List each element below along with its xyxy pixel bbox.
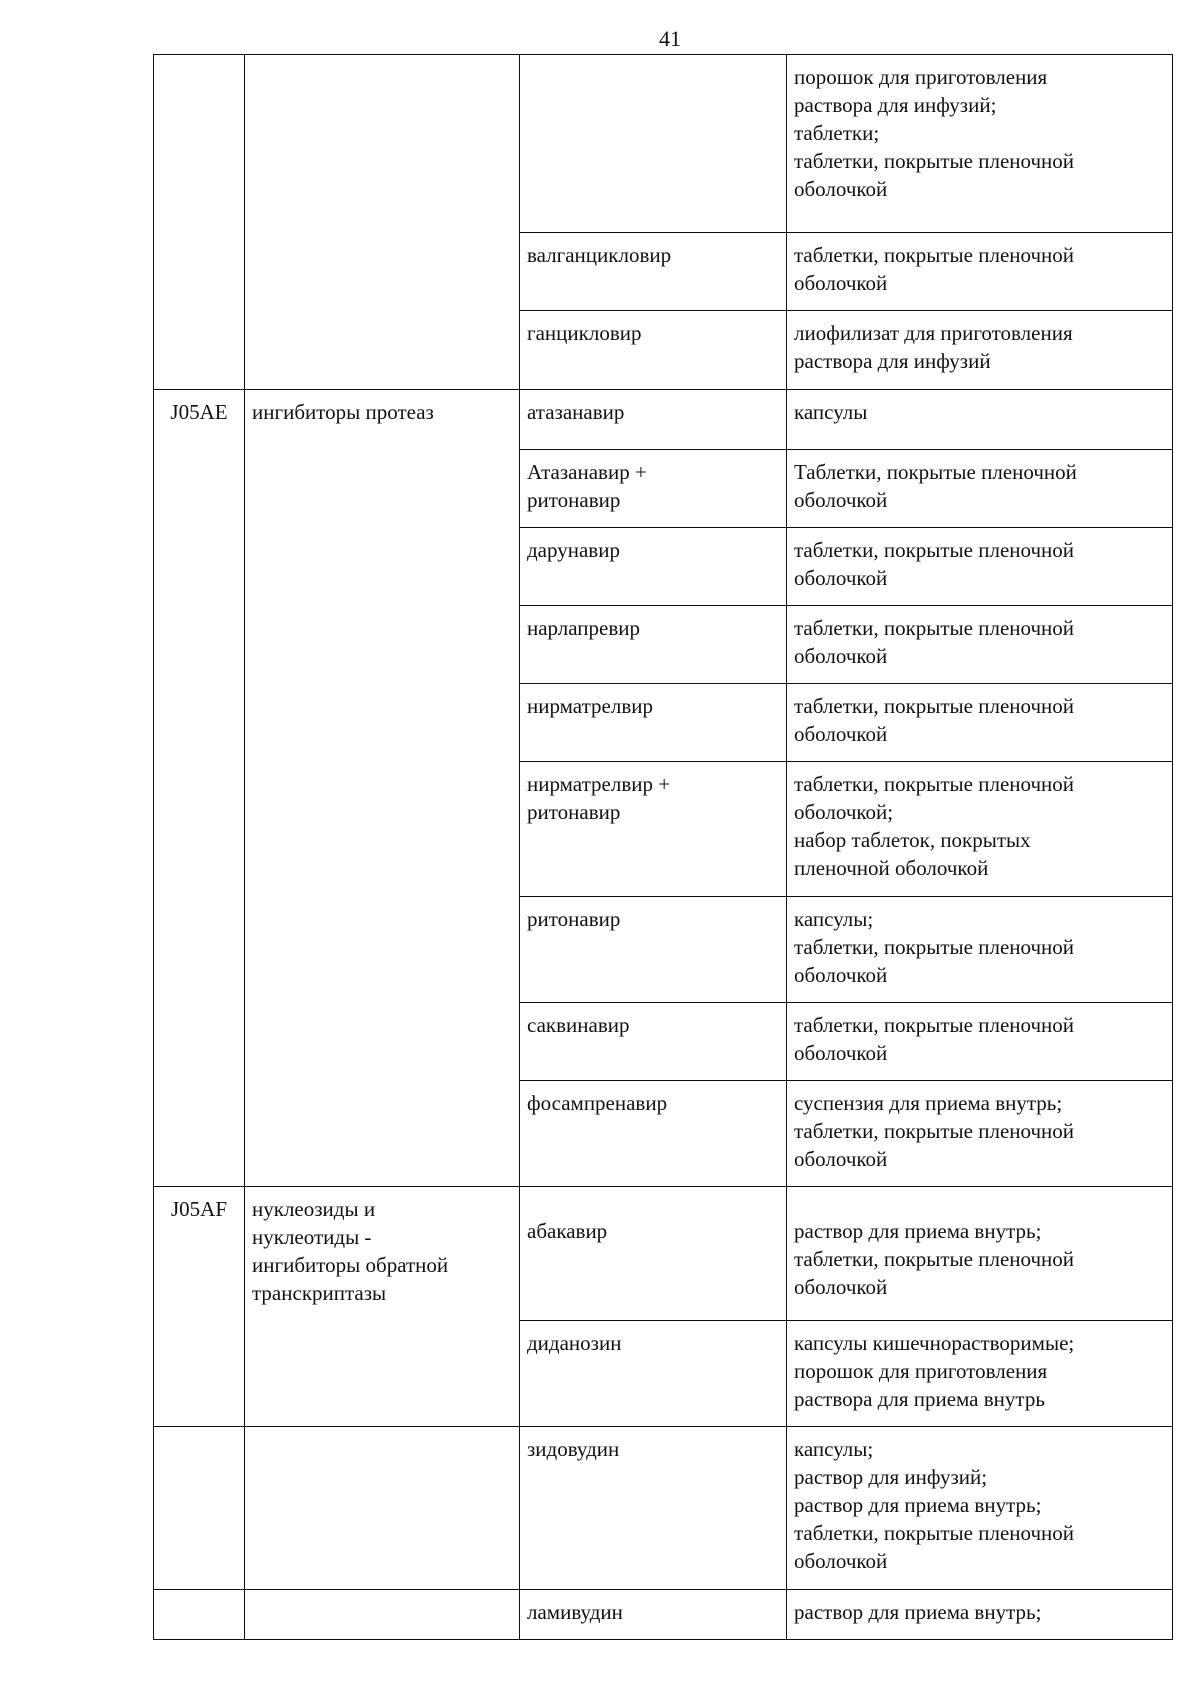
- atc-code-cell: [154, 1589, 245, 1639]
- drug-name-cell: саквинавир: [520, 1002, 787, 1080]
- dosage-forms-cell: таблетки, покрытые пленочной оболочкой: [787, 527, 1173, 605]
- drug-name-cell: нирматрелвир + ритонавир: [520, 762, 787, 896]
- group-name-cell: нуклеозиды и нуклеотиды - ингибиторы обратной транскриптазы: [245, 1187, 520, 1427]
- dosage-forms-cell: таблетки, покрытые пленочной оболочкой: [787, 1002, 1173, 1080]
- drug-name-cell: диданозин: [520, 1321, 787, 1427]
- drug-name-cell: дарунавир: [520, 527, 787, 605]
- drug-name-cell: абакавир: [520, 1187, 787, 1321]
- group-name-cell: [245, 1427, 520, 1589]
- table-row: [154, 1187, 1173, 1321]
- dosage-forms-cell: порошок для приготовления раствора для инфузий; таблетки; таблетки, покрытые пленочной оболочкой: [787, 55, 1173, 233]
- table-row: [154, 1589, 1173, 1639]
- table-row: [154, 55, 1173, 233]
- drug-name-cell: ритонавир: [520, 896, 787, 1002]
- dosage-forms-cell: таблетки, покрытые пленочной оболочкой: [787, 684, 1173, 762]
- group-name-cell: [245, 1589, 520, 1639]
- atc-code-cell: [154, 1427, 245, 1589]
- drug-name-cell: нарлапревир: [520, 606, 787, 684]
- dosage-forms-cell: капсулы: [787, 389, 1173, 449]
- dosage-forms-cell: таблетки, покрытые пленочной оболочкой: [787, 233, 1173, 311]
- drug-classification-table: [153, 54, 1173, 1640]
- dosage-forms-cell: раствор для приема внутрь;: [787, 1589, 1173, 1639]
- atc-code-cell: J05AE: [154, 389, 245, 1186]
- drug-name-cell: нирматрелвир: [520, 684, 787, 762]
- dosage-forms-cell: капсулы; таблетки, покрытые пленочной оболочкой: [787, 896, 1173, 1002]
- drug-name-cell: фосампренавир: [520, 1080, 787, 1186]
- atc-code-cell: [154, 55, 245, 390]
- drug-name-cell: [520, 55, 787, 233]
- table-row: [154, 389, 1173, 449]
- dosage-forms-cell: Таблетки, покрытые пленочной оболочкой: [787, 449, 1173, 527]
- drug-name-cell: валганцикловир: [520, 233, 787, 311]
- dosage-forms-cell: капсулы кишечнорастворимые; порошок для приготовления раствора для приема внутрь: [787, 1321, 1173, 1427]
- dosage-forms-cell: суспензия для приема внутрь; таблетки, покрытые пленочной оболочкой: [787, 1080, 1173, 1186]
- group-name-cell: ингибиторы протеаз: [245, 389, 520, 1186]
- dosage-forms-cell: лиофилизат для приготовления раствора для инфузий: [787, 311, 1173, 389]
- page-number: 41: [659, 26, 681, 51]
- dosage-forms-cell: капсулы; раствор для инфузий; раствор для приема внутрь; таблетки, покрытые пленочной оболочкой: [787, 1427, 1173, 1589]
- drug-name-cell: зидовудин: [520, 1427, 787, 1589]
- atc-code-cell: J05AF: [154, 1187, 245, 1427]
- dosage-forms-cell: таблетки, покрытые пленочной оболочкой: [787, 606, 1173, 684]
- drug-name-cell: ламивудин: [520, 1589, 787, 1639]
- drug-name-cell: атазанавир: [520, 389, 787, 449]
- group-name-cell: [245, 55, 520, 390]
- dosage-forms-cell: таблетки, покрытые пленочной оболочкой; набор таблеток, покрытых пленочной оболочкой: [787, 762, 1173, 896]
- drug-name-cell: ганцикловир: [520, 311, 787, 389]
- dosage-forms-cell: раствор для приема внутрь; таблетки, покрытые пленочной оболочкой: [787, 1187, 1173, 1321]
- drug-name-cell: Атазанавир + ритонавир: [520, 449, 787, 527]
- table-row: [154, 1427, 1173, 1589]
